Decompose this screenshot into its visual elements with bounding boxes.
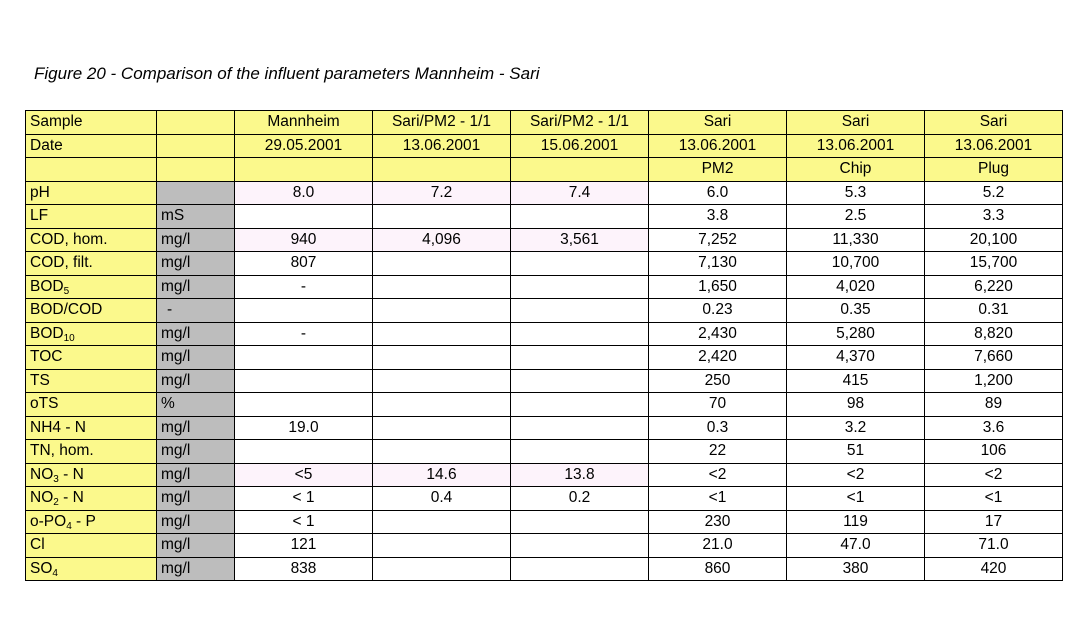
value-cell: [235, 369, 373, 393]
value-cell: 2,420: [649, 346, 787, 370]
parameter-name: [26, 181, 157, 205]
value-cell: 13.8: [511, 463, 649, 487]
value-cell: [235, 393, 373, 417]
header-row-subtype: [26, 158, 1063, 182]
header-row-sample: [26, 111, 1063, 135]
value-cell: [511, 510, 649, 534]
value-cell: [235, 205, 373, 229]
parameter-name: [26, 534, 157, 558]
parameter-name: [26, 557, 157, 581]
unit-cell: [157, 181, 235, 205]
value-cell: [235, 299, 373, 323]
sample-date: 13.06.2001: [649, 134, 787, 158]
parameter-label: COD, filt.: [30, 254, 93, 272]
value-cell: 0.35: [787, 299, 925, 323]
sample-subtype: [235, 158, 373, 182]
parameter-subscript: 2: [53, 497, 59, 509]
unit-cell: mg/l: [157, 346, 235, 370]
sample-subtype: [373, 158, 511, 182]
table-row: [26, 299, 1063, 323]
value-cell: 0.4: [373, 487, 511, 511]
value-cell: [373, 322, 511, 346]
value-cell: 1,200: [925, 369, 1063, 393]
value-cell: 70: [649, 393, 787, 417]
parameter-subscript: 4: [52, 567, 58, 579]
sample-subtype: PM2: [649, 158, 787, 182]
table-row: [26, 534, 1063, 558]
value-cell: [373, 557, 511, 581]
value-cell: 7,660: [925, 346, 1063, 370]
unit-cell: mg/l: [157, 557, 235, 581]
value-cell: 7.2: [373, 181, 511, 205]
parameter-suffix: - N: [58, 465, 84, 483]
parameter-subscript: 3: [53, 473, 59, 485]
value-cell: 106: [925, 440, 1063, 464]
unit-cell: mS: [157, 205, 235, 229]
value-cell: 4,020: [787, 275, 925, 299]
unit-cell: mg/l: [157, 369, 235, 393]
table-row: [26, 369, 1063, 393]
parameter-suffix: - N: [58, 489, 84, 507]
value-cell: 860: [649, 557, 787, 581]
unit-cell: mg/l: [157, 487, 235, 511]
value-cell: [235, 346, 373, 370]
value-cell: 838: [235, 557, 373, 581]
value-cell: 230: [649, 510, 787, 534]
value-cell: [511, 440, 649, 464]
header-empty-cell: [157, 134, 235, 158]
table-body: [26, 111, 1063, 581]
date-label: Date: [26, 134, 157, 158]
value-cell: <1: [925, 487, 1063, 511]
table-row: [26, 393, 1063, 417]
parameter-label: BOD: [30, 277, 64, 295]
unit-cell: mg/l: [157, 322, 235, 346]
value-cell: 250: [649, 369, 787, 393]
parameter-suffix: - P: [71, 512, 96, 530]
parameter-label: NO: [30, 489, 54, 507]
value-cell: <2: [649, 463, 787, 487]
parameter-label: oTS: [30, 395, 59, 413]
parameter-name: [26, 346, 157, 370]
value-cell: -: [235, 322, 373, 346]
value-cell: 3.2: [787, 416, 925, 440]
value-cell: [373, 205, 511, 229]
table-row: [26, 228, 1063, 252]
parameter-name: [26, 299, 157, 323]
sample-name: Sari: [649, 111, 787, 135]
table-row: [26, 463, 1063, 487]
value-cell: [511, 393, 649, 417]
parameter-label: pH: [30, 183, 50, 201]
value-cell: [373, 369, 511, 393]
value-cell: [235, 440, 373, 464]
parameter-name: [26, 416, 157, 440]
influent-parameters-table: [25, 110, 1063, 581]
parameter-name: [26, 369, 157, 393]
value-cell: <1: [649, 487, 787, 511]
value-cell: 3,561: [511, 228, 649, 252]
parameter-name: [26, 510, 157, 534]
value-cell: [511, 252, 649, 276]
unit-cell: mg/l: [157, 440, 235, 464]
parameter-name: [26, 487, 157, 511]
value-cell: [373, 393, 511, 417]
value-cell: < 1: [235, 510, 373, 534]
value-cell: 6,220: [925, 275, 1063, 299]
value-cell: [511, 275, 649, 299]
value-cell: 7.4: [511, 181, 649, 205]
parameter-label: TS: [30, 371, 50, 389]
parameter-subscript: 4: [66, 520, 72, 532]
value-cell: [511, 416, 649, 440]
value-cell: 21.0: [649, 534, 787, 558]
table-row: [26, 346, 1063, 370]
value-cell: 19.0: [235, 416, 373, 440]
value-cell: [373, 275, 511, 299]
table-row: [26, 510, 1063, 534]
value-cell: <2: [925, 463, 1063, 487]
value-cell: 0.23: [649, 299, 787, 323]
value-cell: [373, 440, 511, 464]
value-cell: [373, 299, 511, 323]
sample-date: 13.06.2001: [925, 134, 1063, 158]
table-row: [26, 205, 1063, 229]
value-cell: 2,430: [649, 322, 787, 346]
unit-cell: mg/l: [157, 275, 235, 299]
parameter-label: Cl: [30, 536, 45, 554]
value-cell: 119: [787, 510, 925, 534]
value-cell: 5.2: [925, 181, 1063, 205]
sample-name: Sari: [787, 111, 925, 135]
table-row: [26, 416, 1063, 440]
value-cell: 22: [649, 440, 787, 464]
parameter-name: [26, 393, 157, 417]
value-cell: 98: [787, 393, 925, 417]
value-cell: 0.3: [649, 416, 787, 440]
unit-cell: mg/l: [157, 416, 235, 440]
value-cell: 420: [925, 557, 1063, 581]
unit-cell: %: [157, 393, 235, 417]
value-cell: 1,650: [649, 275, 787, 299]
parameter-label: NH4 - N: [30, 418, 86, 436]
value-cell: [373, 346, 511, 370]
table-row: [26, 557, 1063, 581]
header-row-date: [26, 134, 1063, 158]
table-row: [26, 252, 1063, 276]
value-cell: <5: [235, 463, 373, 487]
value-cell: 8,820: [925, 322, 1063, 346]
value-cell: 4,096: [373, 228, 511, 252]
value-cell: 8.0: [235, 181, 373, 205]
value-cell: <2: [787, 463, 925, 487]
value-cell: 2.5: [787, 205, 925, 229]
figure-caption: Figure 20 - Comparison of the influent parameters Mannheim - Sari: [34, 64, 540, 83]
value-cell: < 1: [235, 487, 373, 511]
parameter-name: [26, 322, 157, 346]
value-cell: 15,700: [925, 252, 1063, 276]
unit-cell: mg/l: [157, 228, 235, 252]
parameter-name: [26, 252, 157, 276]
parameter-label: o-PO: [30, 512, 67, 530]
value-cell: 7,252: [649, 228, 787, 252]
value-cell: [511, 205, 649, 229]
value-cell: 89: [925, 393, 1063, 417]
sample-name: Mannheim: [235, 111, 373, 135]
parameter-subscript: 10: [63, 332, 75, 344]
table-row: [26, 181, 1063, 205]
header-empty-cell: [26, 158, 157, 182]
table-row: [26, 322, 1063, 346]
sample-name: Sari: [925, 111, 1063, 135]
parameter-name: [26, 205, 157, 229]
sample-subtype: [511, 158, 649, 182]
value-cell: 10,700: [787, 252, 925, 276]
value-cell: 6.0: [649, 181, 787, 205]
unit-cell: mg/l: [157, 252, 235, 276]
value-cell: 51: [787, 440, 925, 464]
header-empty-cell: [157, 111, 235, 135]
value-cell: 380: [787, 557, 925, 581]
table-row: [26, 487, 1063, 511]
parameter-label: TOC: [30, 348, 63, 366]
value-cell: [511, 299, 649, 323]
value-cell: 0.2: [511, 487, 649, 511]
parameter-label: BOD: [30, 324, 64, 342]
parameter-subscript: 5: [63, 285, 70, 297]
sample-label: Sample: [26, 111, 157, 135]
header-empty-cell: [157, 158, 235, 182]
sample-date: 13.06.2001: [787, 134, 925, 158]
parameter-label: SO: [30, 559, 53, 577]
value-cell: 3.8: [649, 205, 787, 229]
value-cell: 11,330: [787, 228, 925, 252]
sample-name: Sari/PM2 - 1/1: [373, 111, 511, 135]
unit-cell: mg/l: [157, 534, 235, 558]
parameter-label: NO: [30, 465, 54, 483]
value-cell: 807: [235, 252, 373, 276]
value-cell: 47.0: [787, 534, 925, 558]
value-cell: 17: [925, 510, 1063, 534]
value-cell: 5.3: [787, 181, 925, 205]
value-cell: [373, 510, 511, 534]
parameter-name: [26, 440, 157, 464]
value-cell: 7,130: [649, 252, 787, 276]
value-cell: [511, 557, 649, 581]
parameter-name: [26, 463, 157, 487]
value-cell: 3.6: [925, 416, 1063, 440]
value-cell: [373, 534, 511, 558]
value-cell: [511, 346, 649, 370]
value-cell: 940: [235, 228, 373, 252]
parameter-label: COD, hom.: [30, 230, 108, 248]
sample-date: 15.06.2001: [511, 134, 649, 158]
sample-date: 13.06.2001: [373, 134, 511, 158]
value-cell: <1: [787, 487, 925, 511]
value-cell: 415: [787, 369, 925, 393]
parameter-label: TN, hom.: [30, 442, 94, 460]
value-cell: 121: [235, 534, 373, 558]
unit-cell: mg/l: [157, 510, 235, 534]
parameter-label: LF: [30, 207, 49, 225]
sample-name: Sari/PM2 - 1/1: [511, 111, 649, 135]
value-cell: 71.0: [925, 534, 1063, 558]
value-cell: [373, 416, 511, 440]
parameter-label: BOD/COD: [30, 301, 103, 319]
value-cell: [511, 369, 649, 393]
value-cell: 4,370: [787, 346, 925, 370]
value-cell: 3.3: [925, 205, 1063, 229]
value-cell: [511, 322, 649, 346]
value-cell: [511, 534, 649, 558]
parameter-name: [26, 228, 157, 252]
sample-subtype: Plug: [925, 158, 1063, 182]
value-cell: -: [235, 275, 373, 299]
sample-date: 29.05.2001: [235, 134, 373, 158]
unit-cell: mg/l: [157, 463, 235, 487]
value-cell: [373, 252, 511, 276]
value-cell: 0.31: [925, 299, 1063, 323]
value-cell: 20,100: [925, 228, 1063, 252]
table-row: [26, 440, 1063, 464]
parameter-name: [26, 275, 157, 299]
table-row: [26, 275, 1063, 299]
unit-cell: -: [157, 299, 235, 323]
value-cell: 5,280: [787, 322, 925, 346]
sample-subtype: Chip: [787, 158, 925, 182]
value-cell: 14.6: [373, 463, 511, 487]
